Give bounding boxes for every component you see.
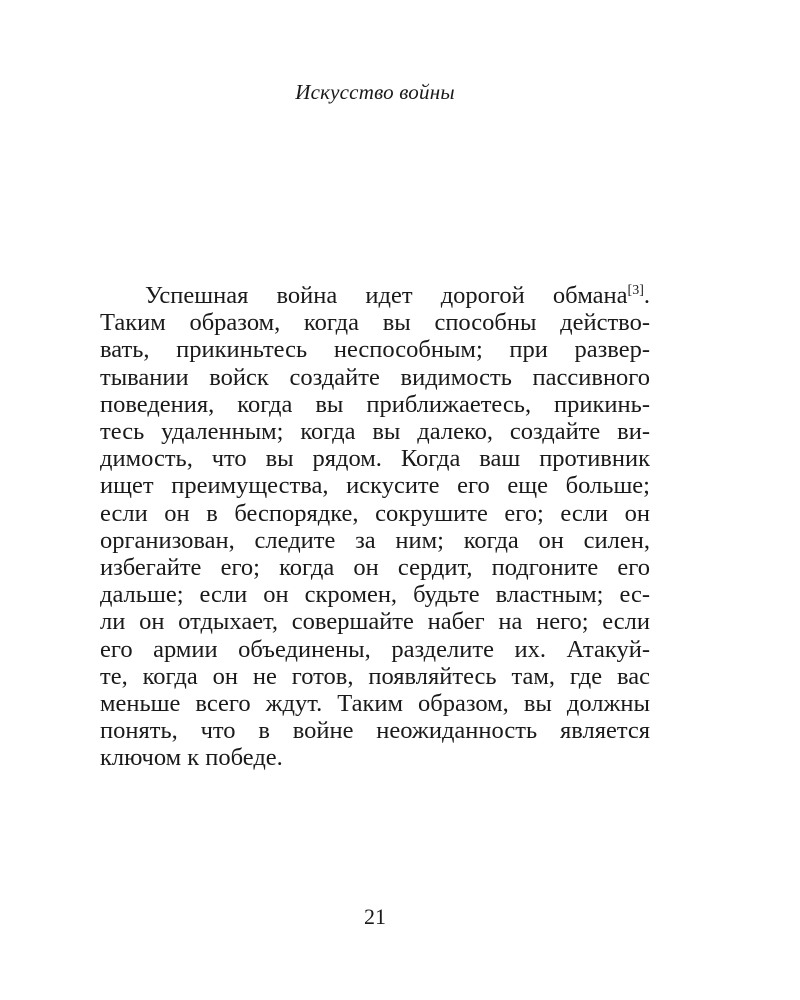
text-line: те, когда он не готов, появляйтесь там, где вас (100, 662, 650, 690)
text-line: организован, следите за ним; когда он силен, (100, 526, 650, 554)
text-line: дальше; если он скромен, будьте властным; ес- (100, 581, 650, 609)
text-line-1-period: . (643, 282, 650, 309)
text-line: ищет преимущества, искусите его еще больше; (100, 472, 650, 500)
text-line: ли он отдыхает, совершайте набег на него; если (100, 608, 650, 636)
text-line: его армии объединены, разделите их. Атакуй- (100, 635, 650, 663)
text-line: Таким образом, когда вы способны действо- (100, 309, 650, 337)
text-line-1-content: Успешная война идет дорогой обмана (145, 282, 628, 309)
text-line: вать, прикиньтесь неспособным; при развер- (100, 336, 650, 364)
text-line-last: ключом к победе. (100, 744, 283, 772)
running-head-title: Искусство войны (295, 80, 455, 104)
footnote-reference[interactable]: [3] (627, 283, 644, 298)
text-line: поведения, когда вы приближаетесь, прикинь- (100, 390, 650, 418)
text-line: избегайте его; когда он сердит, подгоните его (100, 554, 650, 582)
main-paragraph (100, 282, 650, 772)
text-line-1 (100, 282, 650, 309)
page-number: 21 (364, 904, 386, 929)
text-line: тывании войск создайте видимость пассивного (100, 363, 650, 391)
text-line: понять, что в войне неожиданность является (100, 717, 650, 745)
text-line: если он в беспорядке, сокрушите его; если он (100, 499, 650, 527)
text-line: меньше всего ждут. Таким образом, вы должны (100, 690, 650, 718)
text-line: тесь удаленным; когда вы далеко, создайте ви- (100, 418, 650, 446)
text-line: димость, что вы рядом. Когда ваш противник (100, 445, 650, 473)
